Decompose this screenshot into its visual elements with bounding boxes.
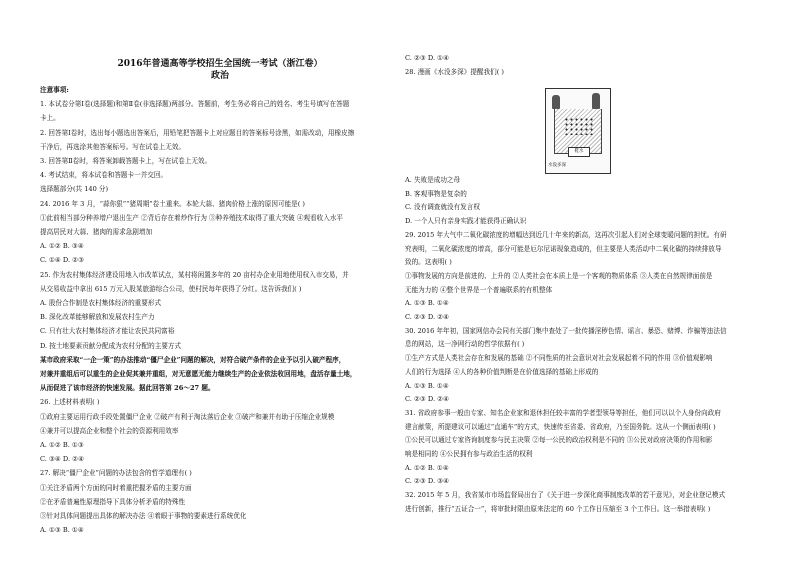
text-line: C. ①④ D. ②③ [40,256,84,265]
text-line: C. ③④ D. ②④ [40,455,84,464]
text-line: A. 股份合作制是农村集体经济的重要形式 [40,299,162,307]
text-line: 选择题部分(共 140 分) [40,185,109,194]
text-line: A. ①② B. ①③ [40,441,84,449]
text-line: ①此前相当部分种养增户退出生产 ②背后存在着炒作行为 ③种养殖技术取得了重大突破 ④观看收入水平 [40,213,344,222]
text-line: C. ②③ D. ②④ [405,313,449,321]
text-line: 响是相同的 ④公民拥有参与政治生活的权利 [405,450,533,458]
text-line: 1. 本试卷分第Ⅰ卷(选择题)和第Ⅱ卷(非选择题)两部分。答题前，考生务必将自己的姓名、考生号填写在答题 [40,100,350,109]
text-line: ①公民可以通过专家咨询制度参与民主决策 ②每一公民的政治权利是不同的 ③公民对政府决策的作用和影 [405,436,713,445]
text-line: 息的网站，这一净网行动的哲学依据有( ) [405,340,525,349]
text-line: 无能为力的 ④整个世界是一个普遍联系的有机整体 [405,285,553,294]
text-line: A. ①② B. ①④ [405,463,449,472]
text-line: 注意事项: [40,86,69,94]
text-line: 27. 解决“僵尸企业”问题的办法包含的哲学道理有( ) [40,469,192,478]
text-line: ④兼并可以提高企业和整个社会的资源利用效率 [40,426,179,435]
text-line: C. 只有壮大农村集体经济才能让农民共同富裕 [40,327,175,336]
text-line: B. 客观事物是复杂的 [405,189,467,198]
text-line: ②在矛盾普遍性原理指导下具体分析矛盾的特殊性 [40,497,186,506]
cartoon-sign: 鞋水 [568,147,590,157]
text-line: 26. 上述材料表明( ) [40,398,100,407]
text-line: A. ①③ B. ①④ [405,299,449,308]
text-line: 究表明，二氧化碳浓度的增高，部分可能是厄尔尼诺现象造成的，但主要是人类活动中二氧化碳的持续排放导 [405,244,722,253]
text-line: 对兼并重组后可以重生的企业促其兼并重组，对无意愿无能力继续生产的企业依法收回用地，盘活存量土地， [40,370,357,378]
text-line: A. 失败是成功之母 [405,176,461,184]
cartoon-figure-left [552,95,560,109]
text-line: D. 一个人只有亲身实践才能获得正确认识 [405,217,527,226]
text-line: 25. 作为农村集体经济建设用地入市改革试点，某村将闲置多年的 20 亩村办企业用地使用权入市交易，并 [40,270,349,279]
text-line: 卡上。 [40,114,60,123]
text-line: 24. 2016 年 3 月，“蒜你狠”“猪周期”卷土重来。本轮大蒜、猪肉价格上涨的原因可能是( ) [40,199,305,208]
text-line: C. 没有调查就没有发言权 [405,203,480,212]
subject-heading: 政治 [210,71,229,81]
cartoon-caption: 水没多深 [548,163,566,168]
text-line: A. ①③ B. ①④ [40,526,84,535]
text-line: 干净后，再选涂其他答案标号。写在试卷上无效。 [40,142,186,151]
text-line: 某市政府采取“一企一策”的办法推动“僵尸企业”问题的解决，对符合破产条件的企业予以引入破产程序， [40,355,346,364]
text-line: 4. 考试结束，将本试卷和答题卡一并交回。 [40,171,168,180]
text-line: 30. 2016 年年初，国家网信办会同有关部门集中查处了一批传播淫秽色情、谣言、暴恐、赌博、诈骗等违法信 [405,326,727,335]
text-line: ①关注矛盾两个方面的同时着重把握矛盾的主要方面 [40,483,192,492]
cartoon-image [545,88,611,174]
cartoon-fish-swarm [564,117,594,135]
text-line: C. ②③ D. ③④ [405,477,449,486]
text-line: 32. 2015 年 5 月，我省某市市场监督局出台了《关于进一步深化商事制度改革的若干意见》，对企业登记模式 [405,491,726,500]
text-line: 提高居民对大蒜、猪肉的需求急剧增加 [40,228,153,236]
text-line: B. 深化改革能够解放和发展农村生产力 [40,313,155,322]
text-line: C. ②③ D. ②④ [405,395,449,404]
text-line: A. ①③ B. ①④ [405,381,449,390]
text-line: ①事物发展的方向是前进的、上升的 ②人类社会在本质上是一个客观的物质体系 ③人类在自然规律面前是 [405,271,713,280]
text-line: 从而促进了该市经济的快速发展。据此回答第 26～27 题。 [40,384,215,393]
text-line: ③针对具体问题提出具体的解决办法 ④着眼于事物的要素进行系统优化 [40,512,247,520]
text-line: C. ②③ D. ①④ [405,54,449,62]
text-line: 29. 2015 年大气中二氧化碳浓度的增幅达到近几十年来的新高，这再次引起人们对全球变暖问题的担忧。有研 [405,230,727,239]
exam-title: 2016年普通高等学校招生全国统一考试（浙江卷） [117,59,323,69]
text-line: 进行创新，推行“五证合一”，将审批时限由原来法定的 60 个工作日压缩至 3 个工作日。这一举措表明( ) [405,504,711,513]
text-line: ①政府主要运用行政手段处置僵尸企业 ②破产有利于淘汰落后企业 ③破产和兼并有助于压缩企业规模 [40,412,335,421]
text-line: 建言献策，所提建议可以通过“直通车”的方式，快速传至省委、省政府，乃至国务院。这从一个侧面表明( ) [405,422,716,431]
text-line: 2. 回答第Ⅰ卷时，选出每小题选出答案后，用铅笔把答题卡上对应题目的答案标号涂黑，如需改动，用橡皮擦 [40,128,355,137]
text-line: 31. 省政府参事一般由专家、知名企业家和退休担任较丰富的学者型领导等担任，他们可以以个人身份向政府 [405,408,721,417]
cartoon-figure-right [592,93,600,109]
text-line: 人们的行为选择 ④人的各种价值判断是在价值选择的基础上形成的 [405,367,599,376]
text-line: 致的。这表明( ) [405,258,452,267]
text-line: 从交易收益中拿出 615 万元入股某旅游综合公司，使村民每年获得了分红。这告诉我们( ) [40,284,302,293]
text-line: 3. 回答第Ⅱ卷时，将答案卸载答题卡上，写在试卷上无效。 [40,157,212,165]
text-line: A. ①② B. ③④ [40,242,84,251]
text-line: 28. 漫画《水没多深》提醒我们( ) [405,68,504,76]
text-line: D. 按土地要素贡献分配成为农村分配的主要方式 [40,341,182,350]
text-line: ①生产方式是人类社会存在和发展的基础 ②不同性质的社会意识对社会发展起着不同的作用 ③价值观影响 [405,354,713,363]
